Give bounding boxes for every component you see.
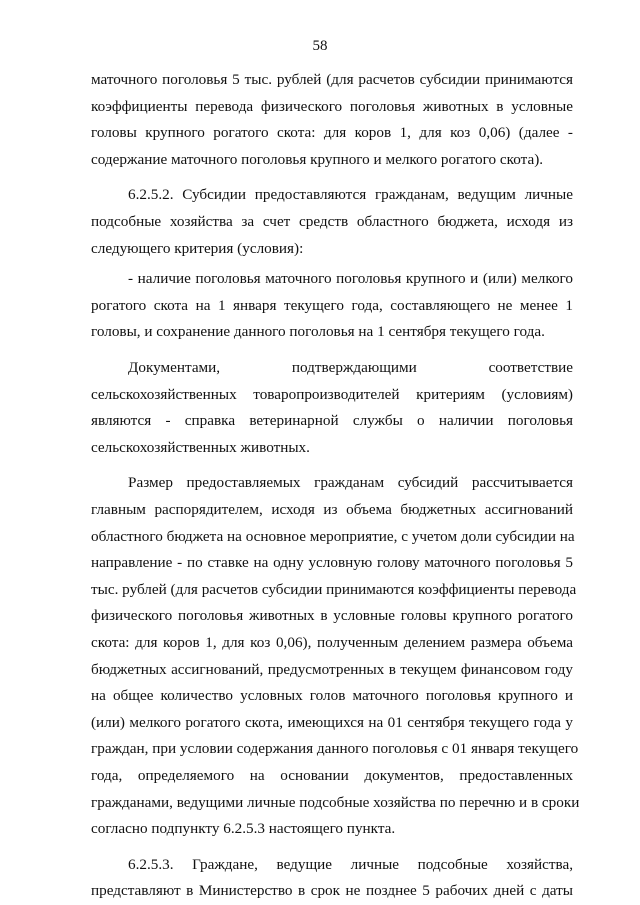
text-line: направление - по ставке на одну условную голову маточного поголовья 5 [91,554,573,572]
text-line: сельскохозяйственных товаропроизводителей критериям (условиям) [91,385,573,403]
text-line: подсобные хозяйства за счет средств областного бюджета, исходя из [91,213,573,230]
text-line: 6.2.5.2. Субсидии предоставляются гражданам, ведущим личные [128,186,573,204]
text-line: граждан, при условии содержания данного поголовья с 01 января текущего [91,740,579,758]
text-line: на общее количество условных голов маточного поголовья крупного и [91,687,573,705]
text-line: коэффициенты перевода физического поголовья животных в условные [91,97,573,115]
text-line: Документами, подтверждающими соответствие [128,359,573,376]
text-line: 6.2.5.3. Граждане, ведущие личные подсобные хозяйства, [128,855,573,873]
text-line: рогатого скота на 1 января текущего года, составляющего не менее 1 [91,296,573,314]
text-line: областного бюджета на основное мероприятие, с учетом доли субсидии на [91,527,575,545]
text-line: согласно подпункту 6.2.5.3 настоящего пункта. [91,820,396,838]
text-line: гражданами, ведущими личные подсобные хозяйства по перечню и в сроки [91,793,580,811]
text-line: (или) мелкого рогатого скота, имеющихся на 01 сентября текущего года у [91,713,573,731]
text-line: содержание маточного поголовья крупного и мелкого рогатого скота). [91,150,544,168]
text-line: представляют в Министерство в срок не позднее 5 рабочих дней с даты [91,882,573,900]
text-line: тыс. рублей (для расчетов субсидии принимаются коэффициенты перевода [91,580,577,598]
text-line: главным распорядителем, исходя из объема бюджетных ассигнований [91,501,573,518]
text-line: скота: для коров 1, для коз 0,06), полученным делением размера объема [91,634,573,651]
text-line: головы, и сохранение данного поголовья на 1 сентября текущего года. [91,323,545,341]
text-line: головы крупного рогатого скота: для коров 1, для коз 0,06) (далее - [91,124,573,142]
text-line: физического поголовья животных в условные головы крупного рогатого [91,607,573,625]
text-line: являются - справка ветеринарной службы о наличии поголовья [91,412,573,430]
text-line: маточного поголовья 5 тыс. рублей (для расчетов субсидии принимаются [91,71,573,88]
text-line: Размер предоставляемых гражданам субсидий рассчитывается [128,474,573,492]
text-line: следующего критерия (условия): [91,239,304,257]
text-line: года, определяемого на основании документов, предоставленных [91,767,573,784]
text-line: - наличие поголовья маточного поголовья крупного и (или) мелкого [128,270,573,288]
page-number: 58 [312,38,328,54]
text-line: сельскохозяйственных животных. [91,438,310,456]
text-line: бюджетных ассигнований, предусмотренных в текущем финансовом году [91,660,573,678]
